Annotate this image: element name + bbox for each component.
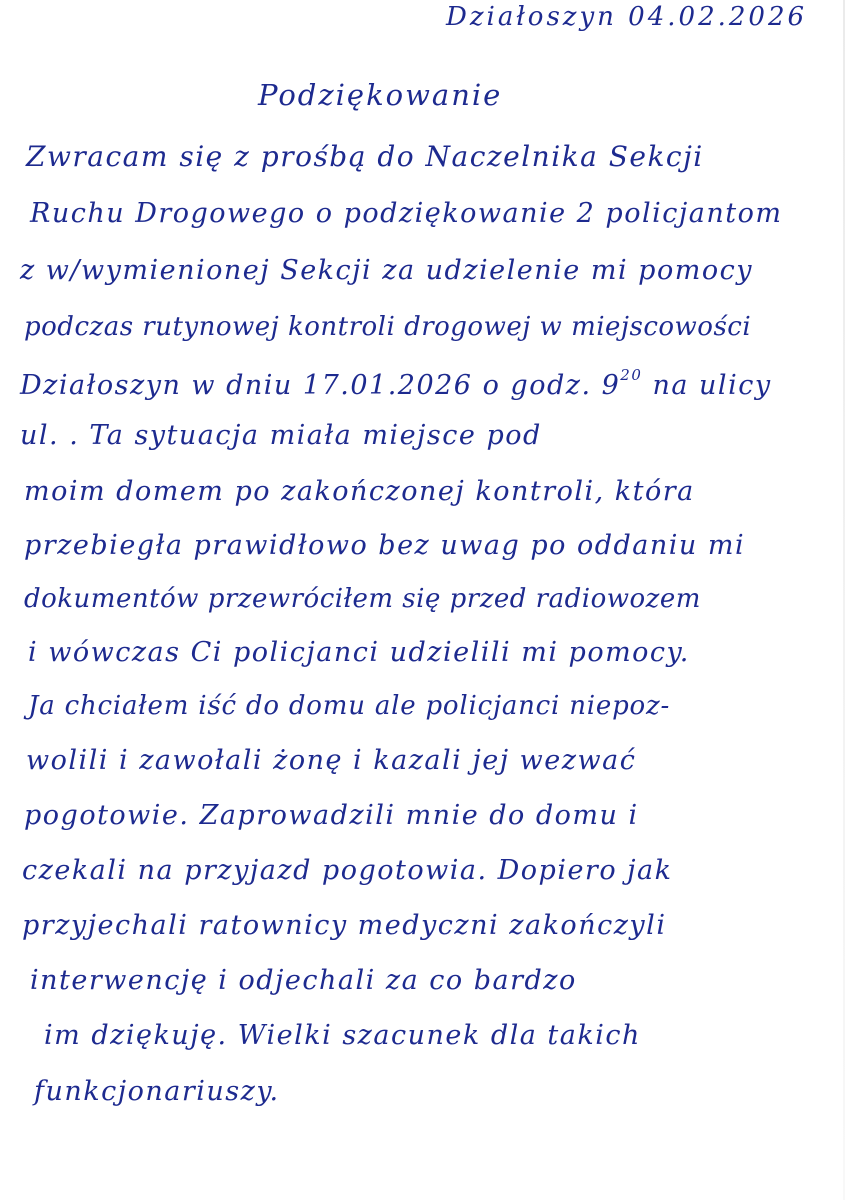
letter-line: pogotowie. Zaprowadzili mnie do domu i: [24, 800, 639, 831]
letter-line: z w/wymienionej Sekcji za udzielenie mi pomocy: [20, 255, 753, 286]
letter-line: Zwracam się z prośbą do Naczelnika Sekcji: [26, 140, 704, 173]
letter-line: podczas rutynowej kontroli drogowej w miejscowości: [24, 312, 752, 342]
letter-line: przebiegła prawidłowo bez uwag po oddaniu mi: [24, 530, 746, 561]
letter-line: przyjechali ratownicy medyczni zakończyli: [22, 910, 667, 941]
letter-line: i wówczas Ci policjanci udzielili mi pomocy.: [28, 637, 690, 668]
letter-date: Działoszyn 04.02.2026: [446, 2, 808, 32]
letter-line: moim domem po zakończonej kontroli, która: [24, 476, 695, 507]
letter-line-suffix: na ulicy: [642, 370, 772, 401]
letter-line-text: Działoszyn w dniu 17.01.2026 o godz. 9: [20, 370, 621, 401]
letter-title: Podziękowanie: [258, 78, 503, 112]
letter-line: Ja chciałem iść do domu ale policjanci niepoz-: [28, 691, 671, 721]
letter-line: ul. . Ta sytuacja miała miejsce pod: [20, 420, 542, 451]
letter-line: Ruchu Drogowego o podziękowanie 2 policjantom: [30, 198, 783, 229]
time-superscript: 20: [620, 366, 643, 384]
letter-line: wolili i zawołali żonę i kazali jej wezwać: [26, 745, 637, 776]
letter-line: interwencję i odjechali za co bardzo: [30, 965, 577, 996]
letter-line: funkcjonariuszy.: [34, 1076, 280, 1107]
letter-line: czekali na przyjazd pogotowia. Dopiero jak: [22, 855, 673, 886]
letter-line: dokumentów przewróciłem się przed radiowozem: [24, 584, 701, 614]
letter-line: im dziękuję. Wielki szacunek dla takich: [44, 1020, 641, 1051]
letter-line: [20, 366, 772, 401]
